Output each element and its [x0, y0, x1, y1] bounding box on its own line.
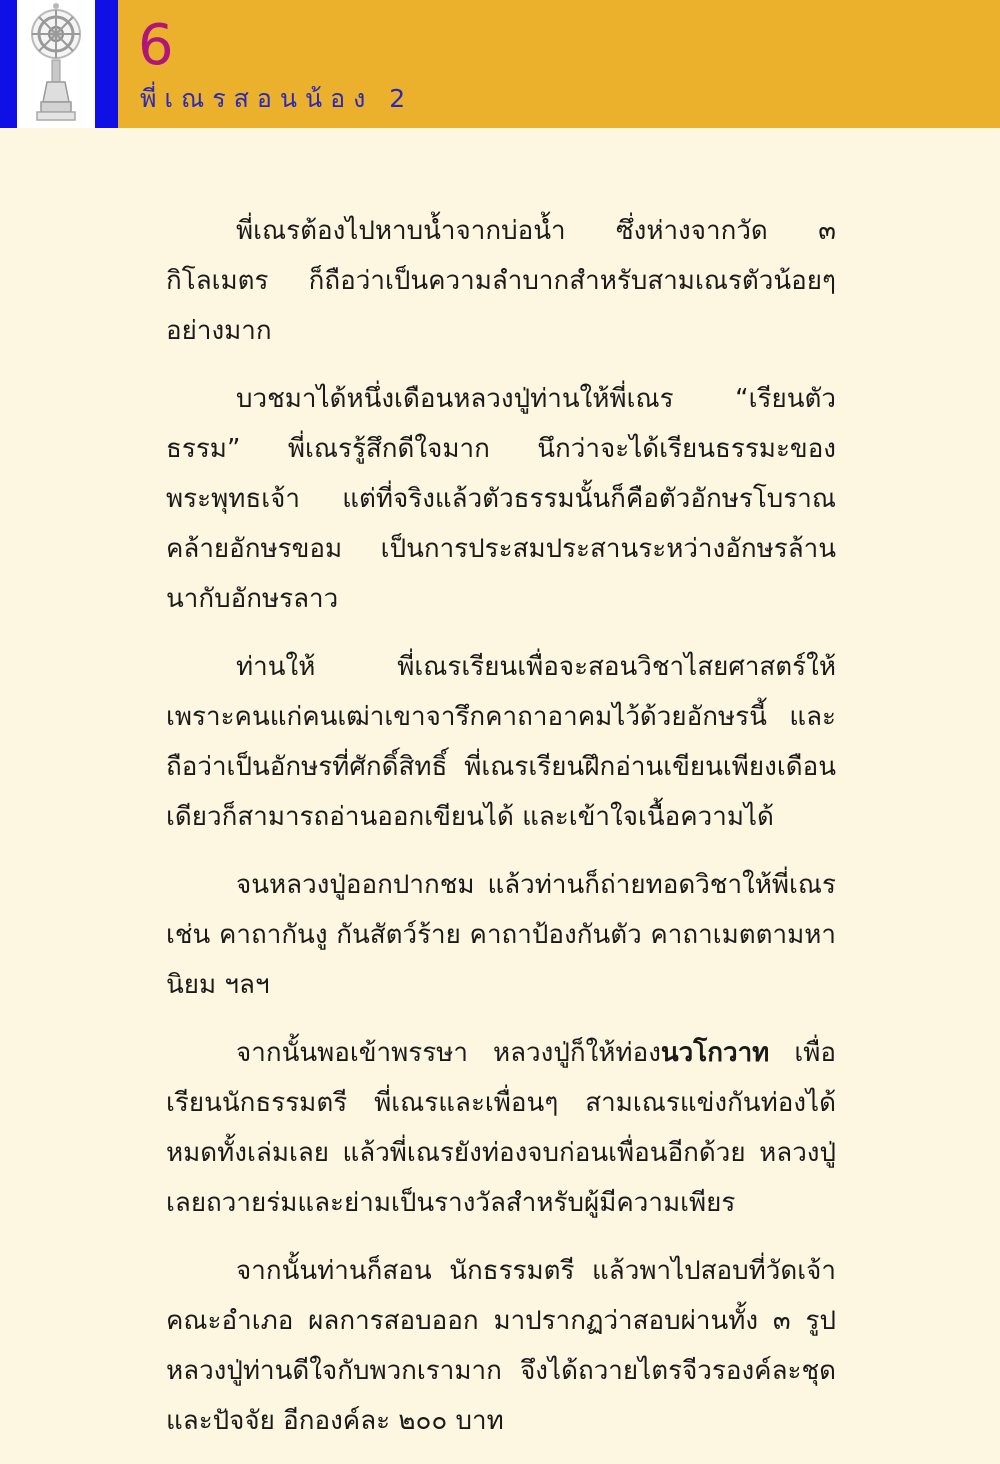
- emblem-panel: [17, 0, 95, 128]
- paragraph-3: ท่านให้ พี่เณรเรียนเพื่อจะสอนวิชาไสยศาสตร์ให้ เพราะคนแก่คนเฒ่าเขาจารึกคาถาอาคมไว้ด้วยอักษรนี้ และถือว่าเป็นอักษรที่ศักดิ์สิทธิ์ พี่เณรเรียนฝึกอ่านเขียนเพียงเดือนเดียวก็สามารถอ่านออกเขียนได้ และเข้าใจเนื้อความได้: [166, 652, 836, 832]
- page-number: 6: [138, 13, 174, 78]
- paragraph-5-rest: เพื่อเรียนนักธรรมตรี พี่เณรและเพื่อนๆ สามเณรแข่งกันท่องได้หมดทั้งเล่มเลย แล้วพี่เณรยังท่องจบก่อนเพื่อนอีกด้วย หลวงปู่เลยถวายร่มและย่ามเป็นรางวัลสำหรับผู้มีความเพียร: [166, 1038, 836, 1218]
- paragraph-4: จนหลวงปู่ออกปากชม แล้วท่านก็ถ่ายทอดวิชาให้พี่เณร เช่น คาถากันงู กันสัตว์ร้าย คาถาป้องกันตัว คาถาเมตตามหานิยม ฯลฯ: [166, 870, 836, 1000]
- book-title: พี่เณรสอนน้อง 2: [140, 84, 414, 113]
- navakovada-term: นวโกวาท: [660, 1038, 770, 1068]
- dharma-wheel-emblem-icon: [17, 0, 95, 128]
- header-blue-stripe-right: [95, 0, 118, 128]
- paragraph-1: พี่เณรต้องไปหาบน้ำจากบ่อน้ำ ซึ่งห่างจากวัด ๓ กิโลเมตร ก็ถือว่าเป็นความลำบากสำหรับสามเณรตัวน้อยๆ อย่างมาก: [166, 216, 836, 346]
- paragraph-2: บวชมาได้หนึ่งเดือนหลวงปู่ท่านให้พี่เณร “เรียนตัวธรรม” พี่เณรรู้สึกดีใจมาก นึกว่าจะได้เรียนธรรมะของพระพุทธเจ้า แต่ที่จริงแล้วตัวธรรมนั้นก็คือตัวอักษรโบราณคล้ายอักษรขอม เป็นการประสมประสานระหว่างอักษรล้านนากับอักษรลาว: [166, 384, 836, 614]
- paragraph-5: [166, 1028, 836, 1228]
- header-blue-stripe-left: [0, 0, 17, 128]
- page-header: [0, 0, 1000, 128]
- paragraph-6: จากนั้นท่านก็สอน นักธรรมตรี แล้วพาไปสอบที่วัดเจ้าคณะอำเภอ ผลการสอบออก มาปรากฏว่าสอบผ่านทั้ง ๓ รูป หลวงปู่ท่านดีใจกับพวกเรามาก จึงได้ถวายไตรจีวรองค์ละชุดและปัจจัย อีกองค์ละ ๒๐๐ บาท: [166, 1256, 836, 1436]
- body-text: [166, 206, 836, 1464]
- paragraph-5-lead: จากนั้นพอเข้าพรรษา หลวงปู่ก็ให้ท่อง: [236, 1038, 661, 1068]
